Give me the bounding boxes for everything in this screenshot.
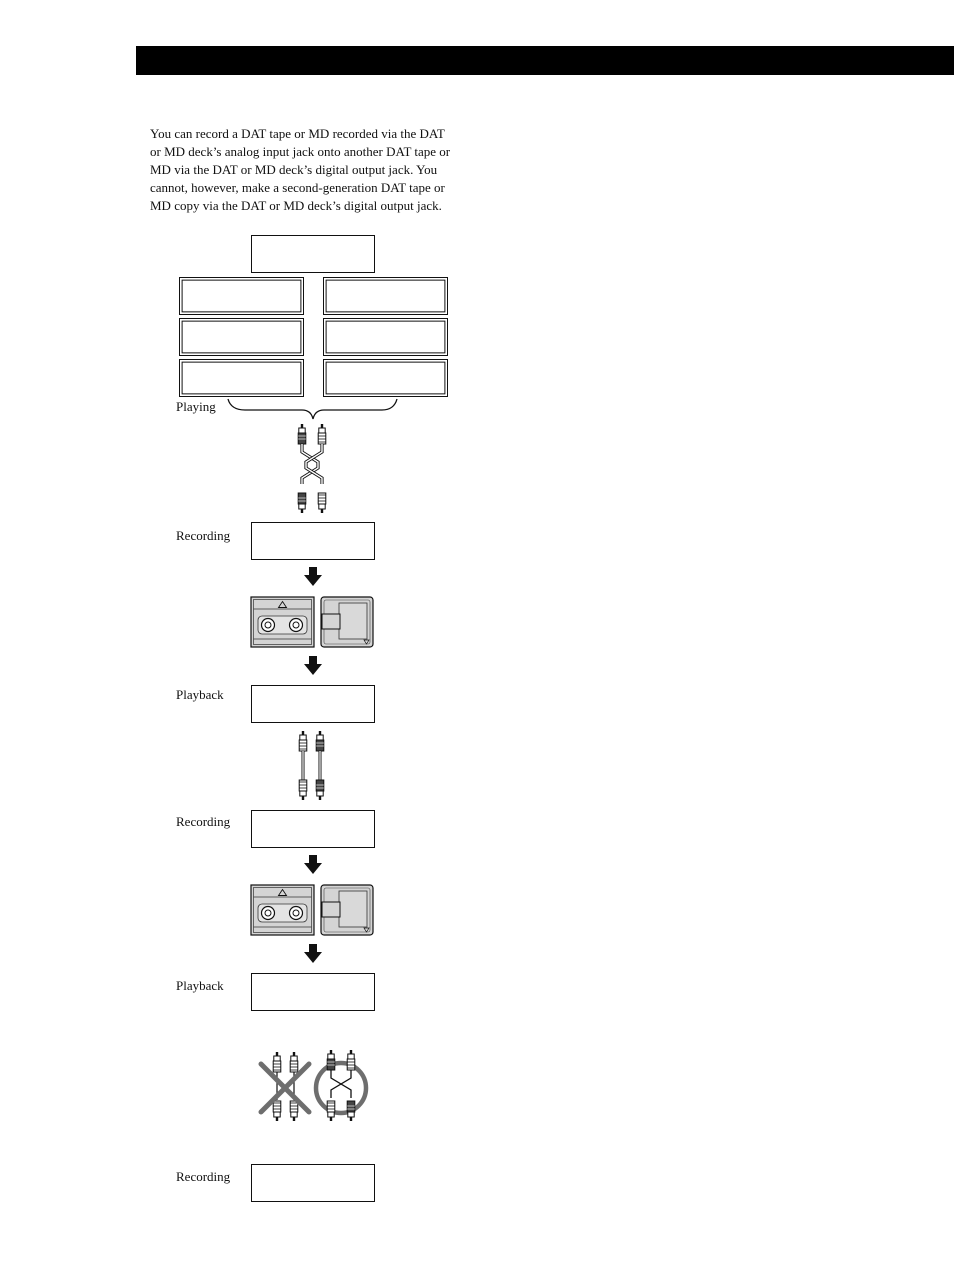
label-playback-1: Playback bbox=[176, 687, 224, 702]
cross-mark-icon bbox=[261, 1064, 309, 1112]
intro-paragraph: You can record a DAT tape or MD recorded via the DAT or MD deck’s analog input jack onto another DAT tape or MD via the DAT or MD deck’s digital output jack. You cannot, however, make a second-generation DAT tape or MD copy via the DAT or MD deck’s digital output jack. bbox=[150, 126, 451, 213]
down-arrow-icon-1 bbox=[304, 567, 322, 586]
label-recording-1: Recording bbox=[176, 528, 231, 543]
media-pair-icon-2 bbox=[251, 885, 373, 935]
label-playback-2: Playback bbox=[176, 978, 224, 993]
cable-crossed-icon bbox=[298, 424, 326, 513]
media-pair-icon-1 bbox=[251, 597, 373, 647]
label-recording-2: Recording bbox=[176, 814, 231, 829]
circle-mark-icon bbox=[316, 1063, 366, 1113]
label-recording-3: Recording bbox=[176, 1169, 231, 1184]
down-arrow-icon-4 bbox=[304, 944, 322, 963]
down-arrow-icon-3 bbox=[304, 855, 322, 874]
cable-straight-icon bbox=[299, 731, 324, 800]
down-arrow-icon-2 bbox=[304, 656, 322, 675]
crossed-cable-right-icon bbox=[327, 1050, 355, 1121]
grouping-brace bbox=[228, 399, 397, 419]
label-playing: Playing bbox=[176, 399, 216, 414]
